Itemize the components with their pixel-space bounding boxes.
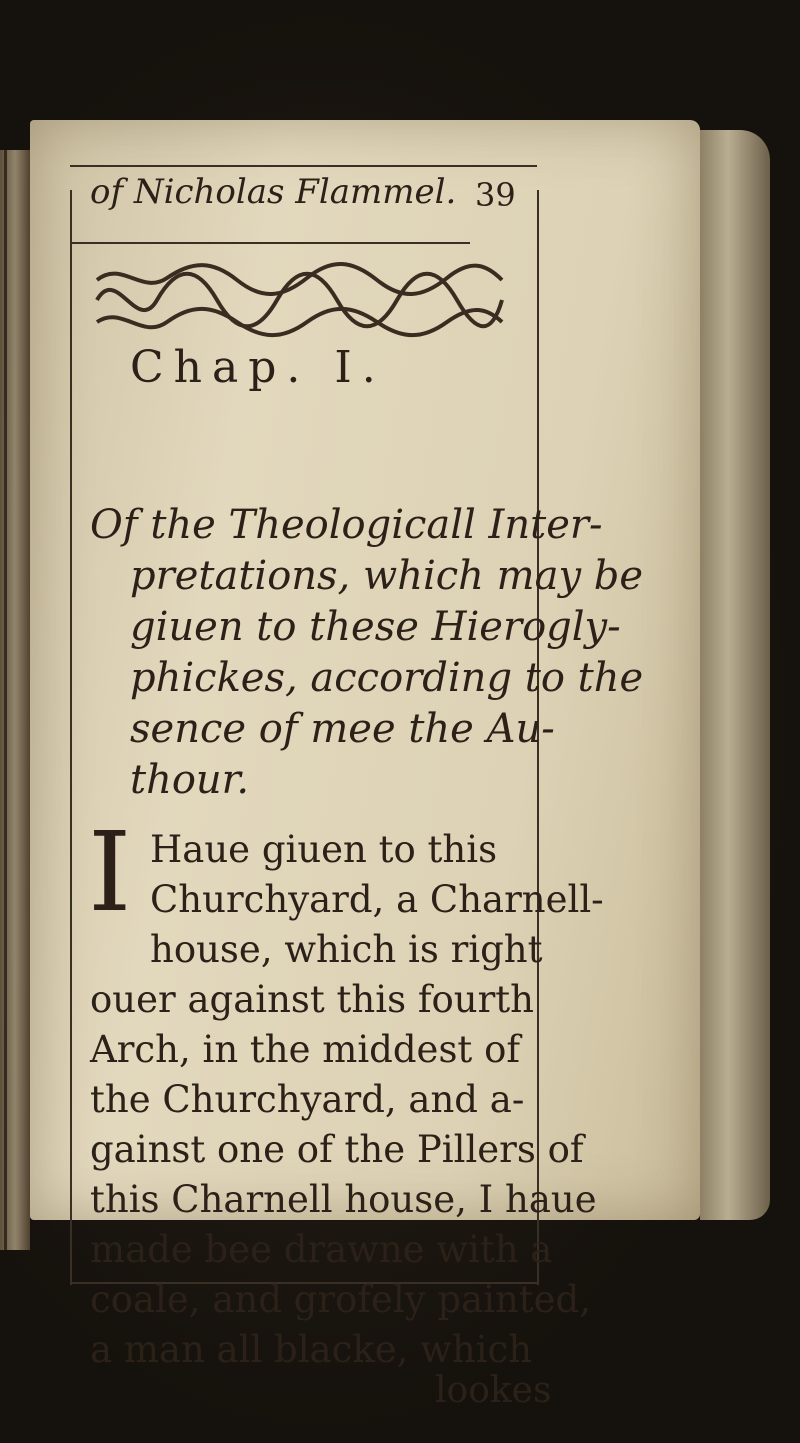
body-line: house, which is right bbox=[150, 928, 543, 971]
body-line: a man all blacke, which bbox=[90, 1328, 533, 1371]
summary-line: pretations, which may be bbox=[130, 553, 644, 599]
body-text bbox=[90, 825, 604, 1375]
body-line: Haue giuen to this bbox=[150, 828, 498, 871]
top-rule bbox=[70, 165, 537, 167]
page-fore-edge bbox=[700, 130, 770, 1220]
body-line: gainst one of the Pillers of bbox=[90, 1128, 584, 1171]
body-line: Churchyard, a Charnell- bbox=[150, 878, 604, 921]
summary-line: thour. bbox=[130, 757, 250, 803]
head-rule bbox=[70, 242, 470, 244]
previous-page-edge bbox=[0, 150, 30, 1250]
catchword: lookes bbox=[435, 1370, 552, 1411]
summary-line: Of the Theologicall Inter- bbox=[90, 502, 603, 548]
body-line: made bee drawne with a bbox=[90, 1228, 553, 1271]
body-line: coale, and grofely painted, bbox=[90, 1278, 591, 1321]
running-head: of Nicholas Flammel. bbox=[90, 172, 457, 212]
body-line: this Charnell house, I haue bbox=[90, 1178, 597, 1221]
body-line: the Churchyard, and a- bbox=[90, 1078, 525, 1121]
page-number: 39 bbox=[475, 176, 516, 214]
chapter-heading: Chap. I. bbox=[130, 342, 386, 393]
body-line: ouer against this fourth bbox=[90, 978, 534, 1021]
summary-line: giuen to these Hierogly- bbox=[130, 604, 621, 650]
summary-line: phickes, according to the bbox=[130, 655, 644, 701]
vine-scroll-ornament-icon bbox=[92, 260, 507, 340]
book-page bbox=[30, 120, 700, 1411]
drop-cap: I bbox=[88, 808, 132, 936]
body-line: Arch, in the middest of bbox=[90, 1028, 521, 1071]
chapter-summary bbox=[90, 500, 644, 806]
summary-line: sence of mee the Au- bbox=[130, 706, 555, 752]
